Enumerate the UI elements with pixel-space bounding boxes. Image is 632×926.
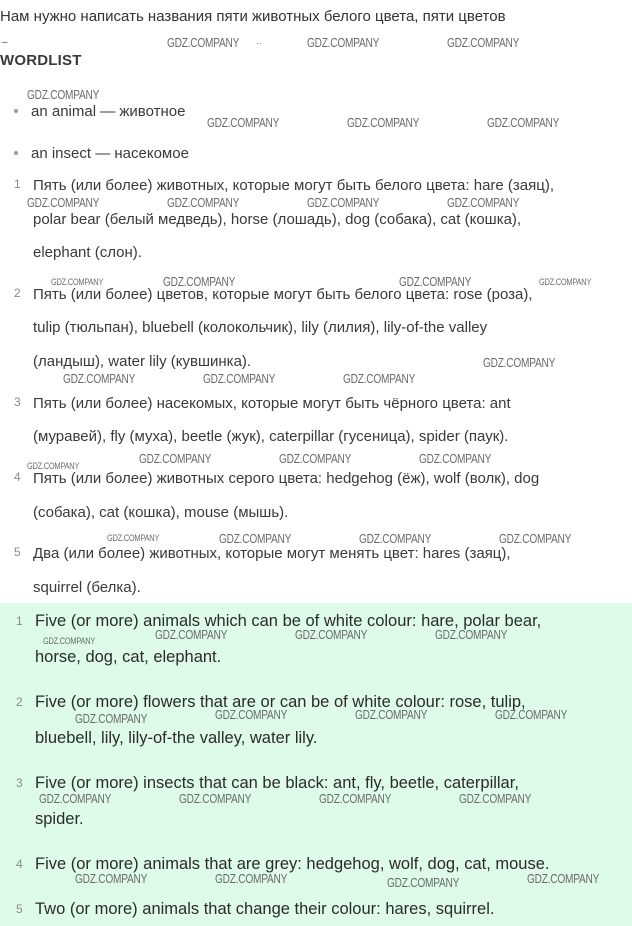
watermark: GDZ.COMPANY xyxy=(27,195,100,210)
answer-line: Пять (или более) животных серого цвета: hedgehog (ёж), wolf (волк), dog xyxy=(33,470,540,487)
watermark: GDZ.COMPANY xyxy=(139,451,212,466)
watermark: GDZ.COMPANY xyxy=(27,87,100,102)
watermark: GDZ.COMPANY xyxy=(399,274,472,289)
watermark: GDZ.COMPANY xyxy=(347,115,420,130)
wordlist-item xyxy=(14,103,185,120)
intro-text: Нам нужно написать названия пяти животных белого цвета, пяти цветов xyxy=(0,8,506,25)
answer-number: 2 xyxy=(16,695,23,709)
answer-number: 4 xyxy=(14,470,21,484)
watermark: GDZ.COMPANY xyxy=(527,871,600,886)
watermark: GDZ.COMPANY xyxy=(75,711,148,726)
watermark: GDZ.COMPANY xyxy=(167,195,240,210)
watermark: GDZ.COMPANY xyxy=(447,195,520,210)
watermark: GDZ.COMPANY xyxy=(447,35,520,50)
answer-line: bluebell, lily, lily-of-the valley, water lily. xyxy=(35,729,318,747)
watermark: GDZ.COMPANY xyxy=(319,791,392,806)
watermark: GDZ.COMPANY xyxy=(539,277,592,288)
watermark: GDZ.COMPANY xyxy=(51,277,104,288)
answer-number: 5 xyxy=(16,902,23,916)
answer-line: tulip (тюльпан), bluebell (колокольчик), lily (лилия), lily-of-the valley xyxy=(33,319,488,336)
answer-line: Пять (или более) насекомых, которые могут быть чёрного цвета: ant xyxy=(33,395,511,412)
watermark: GDZ.COMPANY xyxy=(343,371,416,386)
watermark: GDZ.COMPANY xyxy=(307,35,380,50)
watermark: GDZ.COMPANY xyxy=(203,371,276,386)
watermark: GDZ.COMPANY xyxy=(75,871,148,886)
watermark: GDZ.COMPANY xyxy=(39,791,112,806)
section-heading: WORDLIST xyxy=(0,52,82,69)
answer-line: spider. xyxy=(35,810,84,828)
answer-line: (муравей), fly (муха), beetle (жук), caterpillar (гусеница), spider (паук). xyxy=(33,428,509,445)
watermark: GDZ.COMPANY xyxy=(43,636,96,647)
watermark: GDZ.COMPANY xyxy=(483,355,556,370)
watermark: GDZ.COMPANY xyxy=(355,707,428,722)
wordlist-item-text: an animal — животное xyxy=(31,103,186,120)
answer-number: 3 xyxy=(14,395,21,409)
watermark: GDZ.COMPANY xyxy=(219,531,292,546)
answer-line: elephant (слон). xyxy=(33,244,142,261)
answer-line: squirrel (белка). xyxy=(33,579,141,596)
answer-number: 2 xyxy=(14,286,21,300)
watermark: GDZ.COMPANY xyxy=(63,371,136,386)
answer-line: (ландыш), water lily (кувшинка). xyxy=(33,353,252,370)
watermark: GDZ.COMPANY xyxy=(107,533,160,544)
watermark: GDZ.COMPANY xyxy=(487,115,560,130)
watermark: GDZ.COMPANY xyxy=(419,451,492,466)
wordlist-item-text: an insect — насекомое xyxy=(31,145,189,162)
watermark: GDZ.COMPANY xyxy=(27,461,80,472)
dots-mark: ·· xyxy=(256,38,262,48)
answer-line: (собака), cat (кошка), mouse (мышь). xyxy=(33,504,289,521)
answer-line: Five (or more) insects that can be black: ant, fly, beetle, caterpillar, xyxy=(35,774,519,792)
answer-line: Two (or more) animals that change their colour: hares, squirrel. xyxy=(35,900,495,918)
answer-number: 5 xyxy=(14,545,21,559)
answer-line: Five (or more) flowers that are or can be of white colour: rose, tulip, xyxy=(35,693,526,711)
watermark: GDZ.COMPANY xyxy=(155,627,228,642)
answer-number: 4 xyxy=(16,857,23,871)
watermark: GDZ.COMPANY xyxy=(435,627,508,642)
answer-line: polar bear (белый медведь), horse (лошадь), dog (собака), cat (кошка), xyxy=(33,211,522,228)
bullet-dot-icon xyxy=(14,151,18,155)
answer-number: 1 xyxy=(16,614,23,628)
watermark: GDZ.COMPANY xyxy=(215,871,288,886)
answer-line: Five (or more) animals which can be of white colour: hare, polar bear, xyxy=(35,612,542,630)
wordlist-item xyxy=(14,145,189,162)
watermark: GDZ.COMPANY xyxy=(499,531,572,546)
watermark: GDZ.COMPANY xyxy=(307,195,380,210)
answer-line: horse, dog, cat, elephant. xyxy=(35,648,222,666)
cut-mark: – xyxy=(2,37,8,48)
watermark: GDZ.COMPANY xyxy=(179,791,252,806)
watermark: GDZ.COMPANY xyxy=(495,707,568,722)
watermark: GDZ.COMPANY xyxy=(359,531,432,546)
watermark: GDZ.COMPANY xyxy=(459,791,532,806)
answer-line: Два (или более) животных, которые могут менять цвет: hares (заяц), xyxy=(33,545,511,562)
answer-line: Пять (или более) цветов, которые могут быть белого цвета: rose (роза), xyxy=(33,286,533,303)
answer-line: Пять (или более) животных, которые могут быть белого цвета: hare (заяц), xyxy=(33,177,555,194)
answer-number: 3 xyxy=(16,776,23,790)
watermark: GDZ.COMPANY xyxy=(163,274,236,289)
watermark: GDZ.COMPANY xyxy=(279,451,352,466)
watermark: GDZ.COMPANY xyxy=(387,875,460,890)
answer-line: Five (or more) animals that are grey: hedgehog, wolf, dog, cat, mouse. xyxy=(35,855,550,873)
watermark: GDZ.COMPANY xyxy=(167,35,240,50)
watermark: GDZ.COMPANY xyxy=(215,707,288,722)
answer-number: 1 xyxy=(14,177,21,191)
watermark: GDZ.COMPANY xyxy=(295,627,368,642)
bullet-dot-icon xyxy=(14,109,18,113)
watermark: GDZ.COMPANY xyxy=(207,115,280,130)
